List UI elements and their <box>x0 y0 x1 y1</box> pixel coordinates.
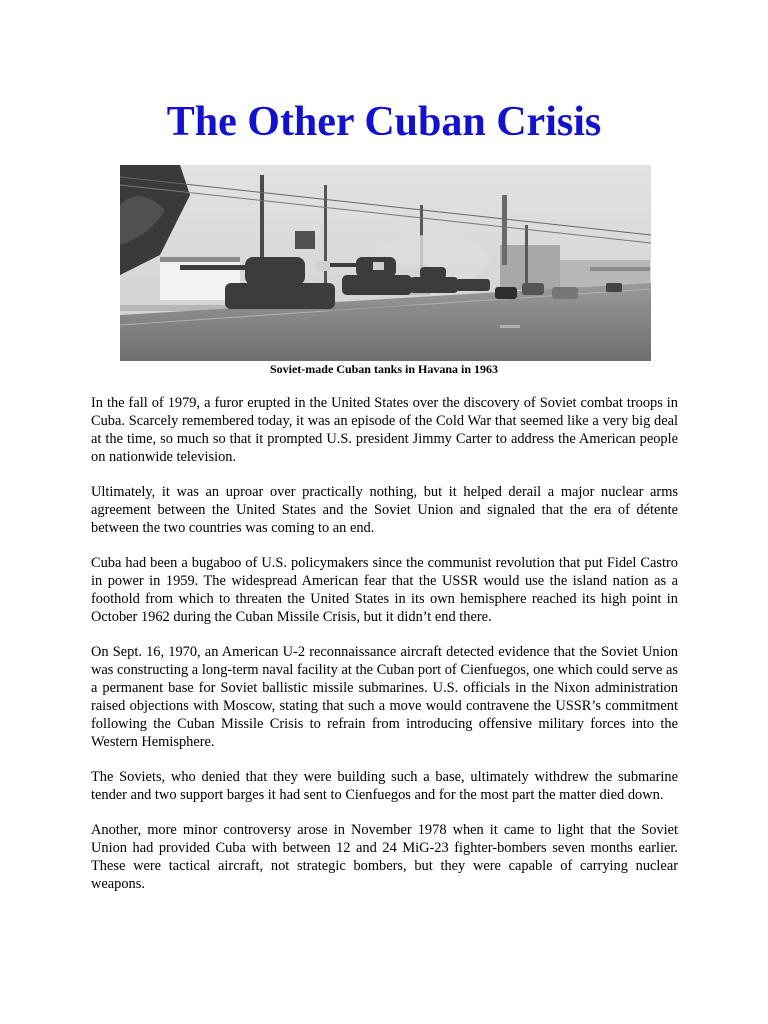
paragraph: In the fall of 1979, a furor erupted in the United States over the discovery of Soviet combat troops in Cuba. Scarcely remembered today, it was an episode of the Cold War that seemed like a very big deal at the time, so much so that it prompted U.S. president Jimmy Carter to address the American people on nationwide television. <box>91 395 678 465</box>
paragraph: The Soviets, who denied that they were building such a base, ultimately withdrew the submarine tender and two support barges it had sent to Cienfuegos and for the most part the matter died down. <box>91 769 678 803</box>
article-body <box>91 394 678 910</box>
image-caption: Soviet-made Cuban tanks in Havana in 1963 <box>269 362 499 376</box>
paragraph: Another, more minor controversy arose in November 1978 when it came to light that the Soviet Union had provided Cuba with between 12 and 24 MiG-23 fighter-bombers seven months earlier. These were tactical aircraft, not strategic bombers, but they were capable of carrying nuclear weapons. <box>91 822 678 892</box>
paragraph: Cuba had been a bugaboo of U.S. policymakers since the communist revolution that put Fidel Castro in power in 1959. The widespread American fear that the USSR would use the island nation as a foothold from which to threaten the United States in its own hemisphere reached its high point in October 1962 during the Cuban Missile Crisis, but it didn’t end there. <box>91 555 678 625</box>
paragraph: On Sept. 16, 1970, an American U-2 reconnaissance aircraft detected evidence that the Soviet Union was constructing a long-term naval facility at the Cuban port of Cienfuegos, one which could serve as a permanent base for Soviet ballistic missile submarines. U.S. officials in the Nixon administration raised objections with Moscow, stating that such a move would contravene the USSR’s commitment following the Cuban Missile Crisis to refrain from introducing offensive military forces into the Western Hemisphere. <box>91 644 678 750</box>
tanks-photo-illustration <box>120 165 651 361</box>
tanks-photo <box>120 165 651 361</box>
paragraph: Ultimately, it was an uproar over practically nothing, but it helped derail a major nuclear arms agreement between the United States and the Soviet Union and signaled that the era of détente between the two countries was coming to an end. <box>91 484 678 536</box>
page-title: The Other Cuban Crisis <box>166 99 602 145</box>
